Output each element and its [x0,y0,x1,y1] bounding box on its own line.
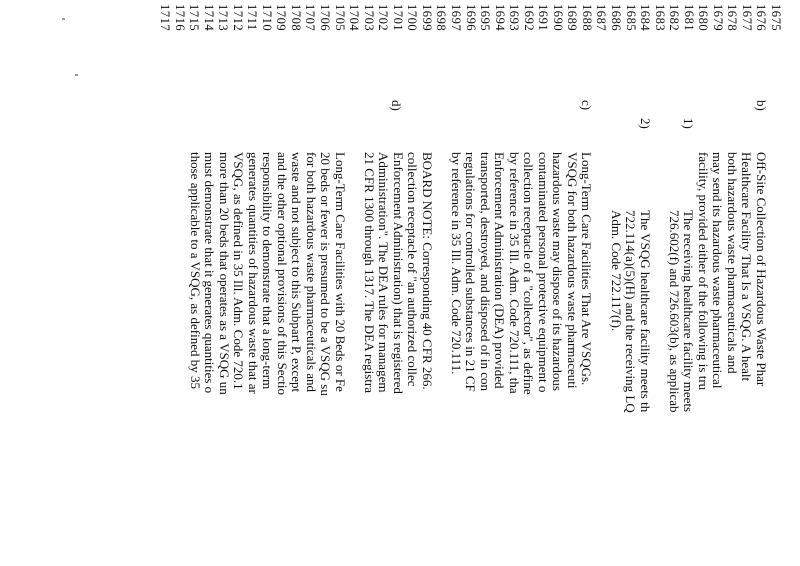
line-number: 1691 [536,4,551,32]
text-line: by reference in 35 Ill. Adm. Code 720.111. [449,152,464,375]
line-number: 1715 [187,4,202,32]
line-number: 1716 [172,4,187,32]
line-number: 1710 [259,4,274,32]
text-line: Adm. Code 722.117(f). [609,210,624,332]
text-line: Long-Term Care Facilities with 20 Beds or Fe [333,152,348,392]
line-number: 1700 [405,4,420,32]
line-number: 1703 [361,4,376,32]
text-line: may send its hazardous waste pharmaceutical [710,152,725,389]
text-line: 21 CFR 1300 through 1317. The DEA registra [362,152,377,393]
scan-speck [62,18,65,20]
marker-d: d) [389,100,404,111]
text-line: BOARD NOTE: Corresponding 40 CFR 266. [420,152,435,390]
line-number: 1690 [550,4,565,32]
text-line: Long-Term Care Facilities That Are VSQGs. [579,152,594,386]
text-line: for both hazardous waste pharmaceuticals and [304,152,319,393]
line-number: 1704 [347,4,362,32]
text-line: responsibility to demonstrate that a long-term [260,152,275,390]
text-line: waste and not subject to this Subpart P, except [289,152,304,393]
line-number: 1697 [448,4,463,32]
text-line: Off-Site Collection of Hazardous Waste Phar [754,152,769,387]
text-line: VSQG for both hazardous waste pharmaceuti [565,152,580,389]
text-line: Enforcement Administration (DEA) provided [492,152,507,389]
text-line: The receiving healthcare facility meets [681,210,696,413]
line-number: 1698 [434,4,449,32]
text-line: must demonstrate that it generates quantities o [202,152,217,394]
line-number: 1717 [158,4,173,32]
text-line: more than 20 beds that operates as a VSQG un [217,152,232,395]
marker-c: c) [579,100,594,111]
text-line: Enforcement Administration) that is registered [391,152,406,394]
text-line: transported, destroyed, and disposed of in con [478,152,493,392]
line-number: 1688 [579,4,594,32]
line-number: 1692 [521,4,536,32]
text-line: facility, provided either of the following is tru [696,152,711,391]
marker-b: b) [754,100,769,111]
line-number: 1713 [216,4,231,32]
line-number-column [157,4,783,44]
line-number: 1687 [594,4,609,32]
line-number: 1678 [725,4,740,32]
line-number: 1706 [318,4,333,32]
text-line: 726.602(f) and 726.603(b), as applicab [667,210,682,413]
line-number: 1708 [288,4,303,32]
text-line: collection receptacle of a "collector", as define [521,152,536,395]
line-number: 1689 [565,4,580,32]
text-line: and the other optional provisions of this Sectio [275,152,290,395]
scan-speck [75,74,78,76]
text-line: Administration". The DEA rules for managem [376,152,391,393]
line-number: 1693 [507,4,522,32]
line-number: 1684 [638,4,653,32]
text-line: contaminated personal protective equipment o [536,152,551,393]
text-line: 20 beds or fewer is presumed to be a VSQG su [318,152,333,396]
line-number: 1676 [754,4,769,32]
marker-b-1: 1) [681,118,696,129]
line-number: 1685 [623,4,638,32]
line-number: 1681 [681,4,696,32]
text-line: generates quantities of hazardous waste that ar [246,152,261,394]
text-line: Healthcare Facility That Is a VSQG. A healt [739,152,754,382]
line-number: 1705 [332,4,347,32]
text-line: The VSQG healthcare facility meets th [638,210,653,413]
text-line: those applicable to a VSQG, as defined by 35 [188,152,203,389]
line-number: 1699 [419,4,434,32]
line-number: 1702 [376,4,391,32]
line-number: 1696 [463,4,478,32]
line-number: 1679 [710,4,725,32]
line-number: 1695 [478,4,493,32]
line-number: 1686 [608,4,623,32]
text-line: hazardous waste may dispose of its hazardous [550,152,565,391]
line-number: 1707 [303,4,318,32]
text-line: collection receptacle of "an authorized collec [405,152,420,387]
line-number: 1683 [652,4,667,32]
line-number: 1675 [769,4,783,32]
text-line: both hazardous waste pharmaceuticals and [725,152,740,374]
text-line: regulations for controlled substances in 21 CF [463,152,478,392]
line-number: 1709 [274,4,289,32]
text-line: VSQG, as defined in 35 Ill. Adm. Code 720.1 [231,152,246,390]
line-number: 1701 [390,4,405,32]
marker-b-2: 2) [638,118,653,129]
line-number: 1677 [739,4,754,32]
line-number: 1714 [201,4,216,32]
line-number: 1680 [696,4,711,32]
text-line: 722.114(a)(5)(H) and the receiving LQ [623,210,638,413]
line-number: 1711 [245,4,260,31]
line-number: 1694 [492,4,507,32]
line-number: 1712 [230,4,245,32]
line-number: 1682 [667,4,682,32]
text-line: by reference in 35 Ill. Adm. Code 720.111, tha [507,152,522,394]
